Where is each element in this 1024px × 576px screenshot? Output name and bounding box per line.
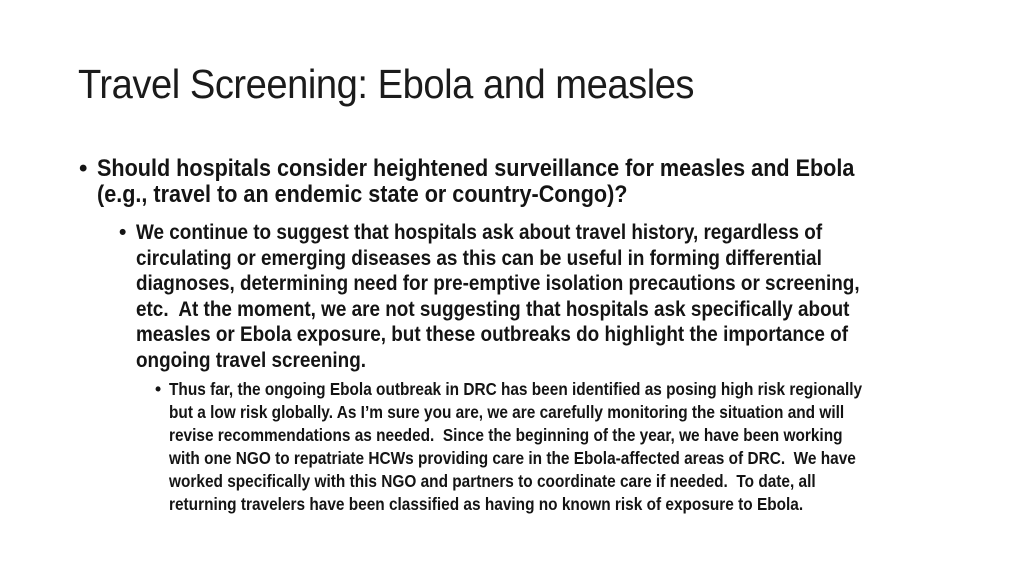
bullet-text-line: but a low risk globally. As I’m sure you are, we are carefully monitoring the situation and will (169, 402, 845, 422)
bullet-text-line: diagnoses, determining need for pre-emptive isolation precautions or screening, (136, 272, 860, 295)
bullet-text-line: measles or Ebola exposure, but these outbreaks do highlight the importance of (136, 323, 849, 346)
bullet-text-line: with one NGO to repatriate HCWs providing care in the Ebola-affected areas of DRC. We have (169, 448, 856, 468)
bullet-icon: • (79, 155, 88, 182)
bullet-level3-lines (169, 378, 862, 516)
bullet-text-line: revise recommendations as needed. Since the beginning of the year, we have been working (169, 425, 843, 445)
bullet-item-level2 (119, 220, 940, 373)
bullet-item-level1 (79, 156, 939, 208)
slide-title: Travel Screening: Ebola and measles (78, 61, 695, 107)
bullet-text-line: Should hospitals consider heightened surveillance for measles and Ebola (97, 155, 855, 182)
bullet-level1-lines (97, 156, 854, 208)
bullet-text-line: We continue to suggest that hospitals ask about travel history, regardless of (136, 221, 823, 244)
bullet-text-line: circulating or emerging diseases as this can be useful in forming differential (136, 246, 822, 270)
bullet-item-level3 (155, 378, 957, 516)
bullet-level2-lines (136, 220, 860, 373)
bullet-text-line: (e.g., travel to an endemic state or country-Congo)? (97, 181, 628, 208)
bullet-icon: • (119, 221, 127, 244)
bullet-text-line: returning travelers have been classified as having no known risk of exposure to Ebola. (169, 494, 804, 514)
bullet-text-line: ongoing travel screening. (136, 348, 367, 372)
bullet-text-line: etc. At the moment, we are not suggesting that hospitals ask specifically about (136, 297, 850, 321)
bullet-icon: • (155, 379, 162, 399)
bullet-text-line: Thus far, the ongoing Ebola outbreak in DRC has been identified as posing high risk regionally (169, 379, 863, 399)
bullet-text-line: worked specifically with this NGO and partners to coordinate care if needed. To date, all (169, 471, 816, 491)
